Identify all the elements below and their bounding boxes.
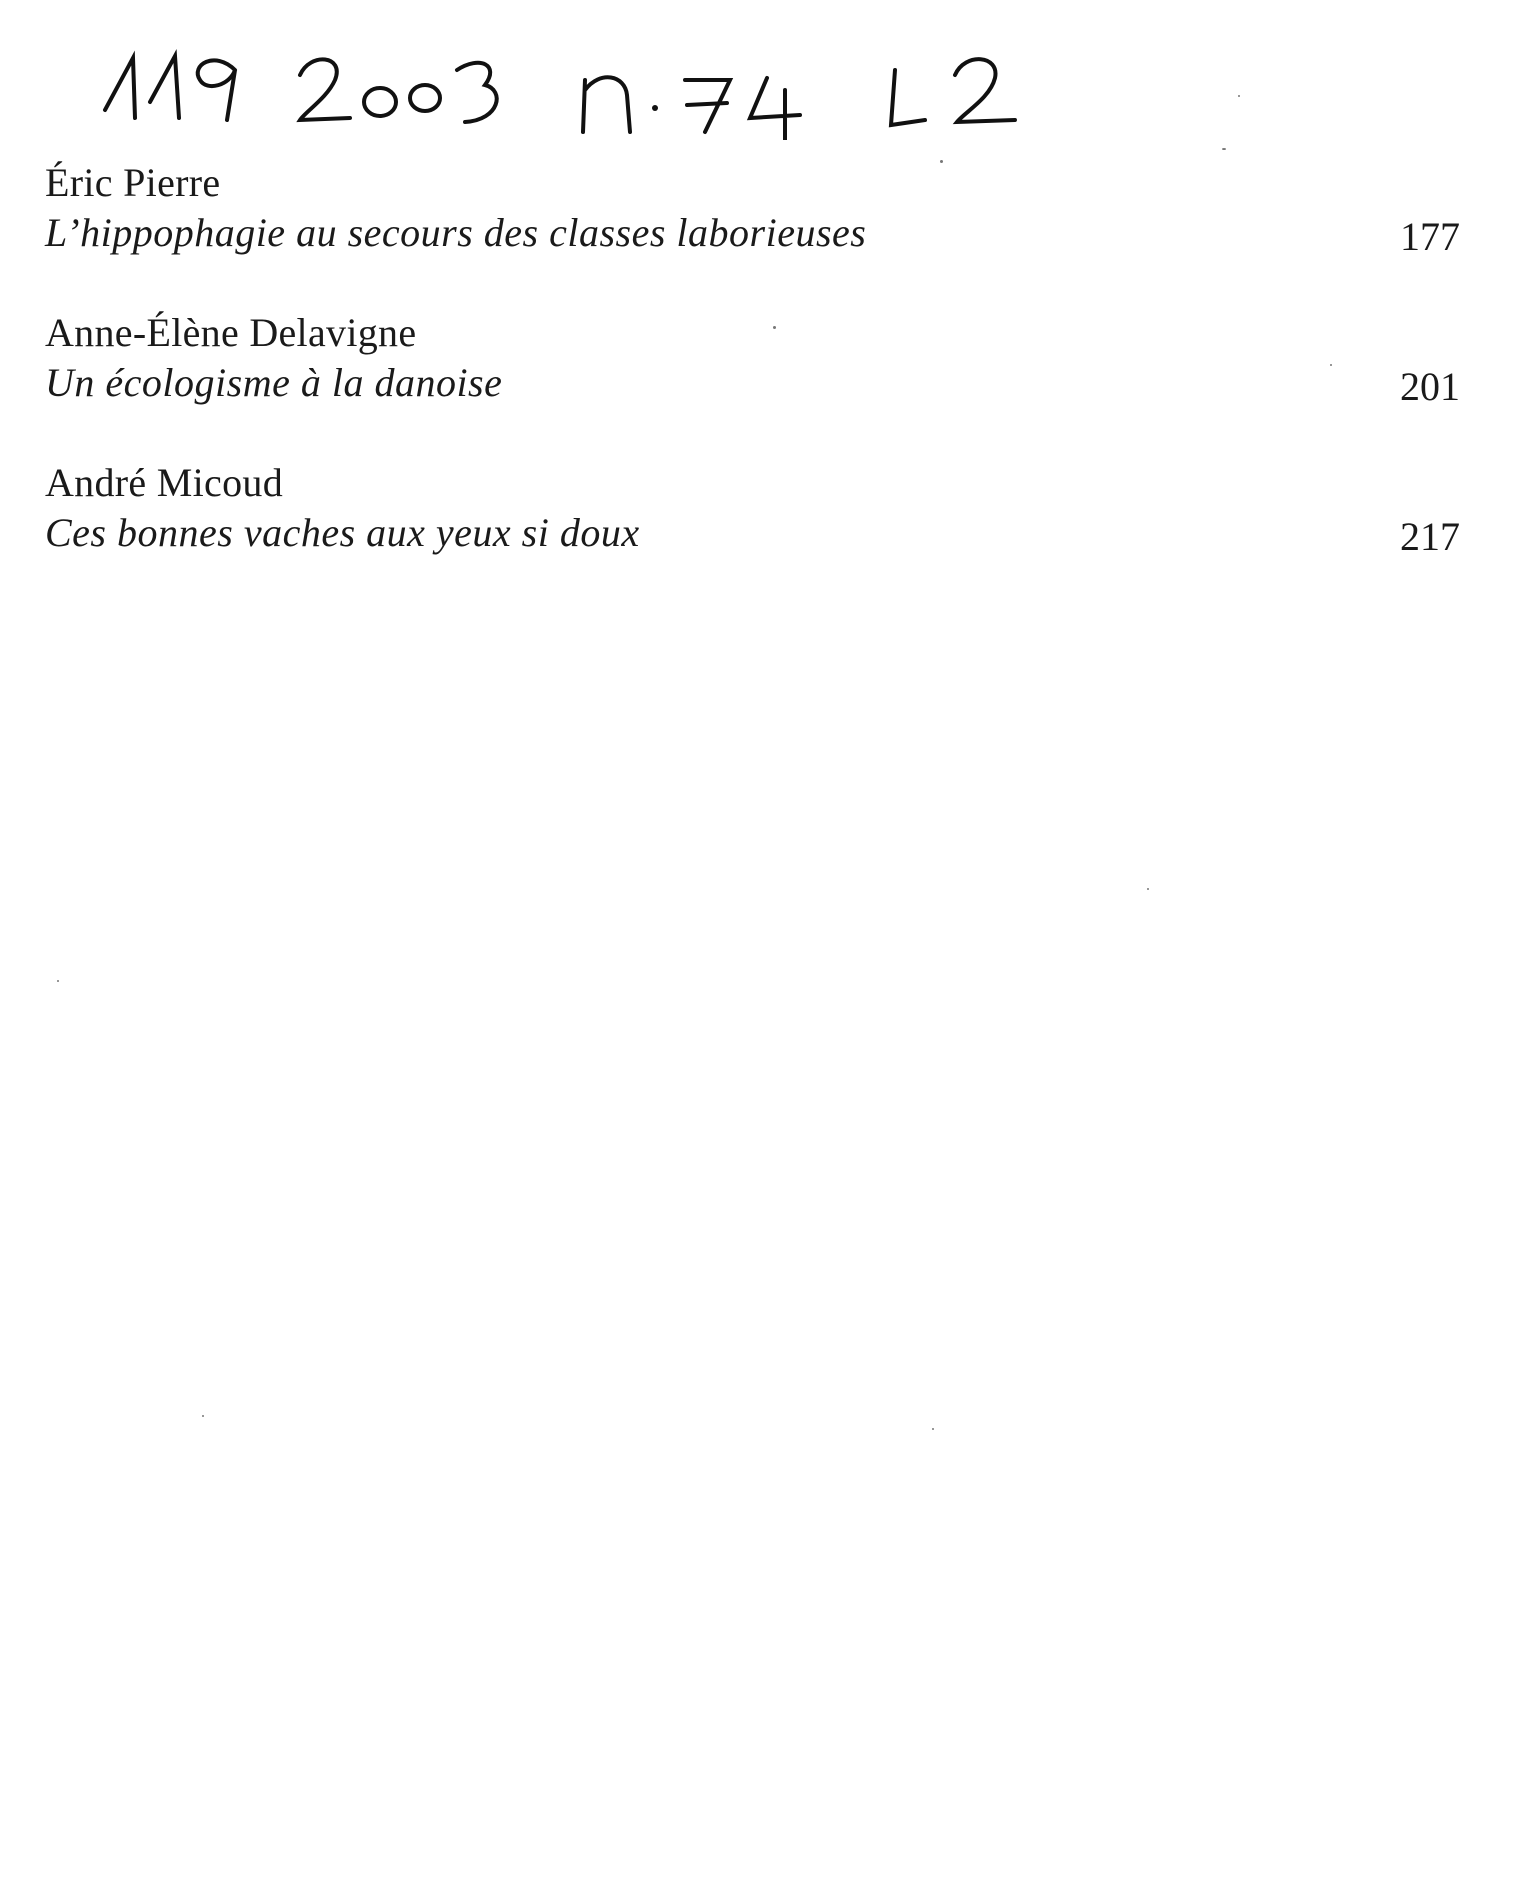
toc-entry	[45, 308, 1460, 410]
entry-title: L’hippophagie au secours des classes laborieuses	[45, 210, 867, 255]
scan-speck	[940, 160, 943, 163]
entry-title: Ces bonnes vaches aux yeux si doux	[45, 510, 640, 555]
handwritten-annotation	[95, 40, 1075, 140]
entry-title-row	[45, 358, 1460, 410]
table-of-contents	[45, 158, 1460, 608]
entry-author: Anne-Élène Delavigne	[45, 310, 417, 355]
scan-speck	[1330, 364, 1332, 366]
entry-page-number: 201	[1400, 364, 1460, 409]
toc-entry	[45, 458, 1460, 560]
entry-author: Éric Pierre	[45, 160, 221, 205]
scan-speck	[202, 1415, 204, 1417]
scan-speck	[1238, 95, 1240, 97]
scan-speck	[57, 980, 59, 982]
scan-speck	[1222, 148, 1226, 150]
scan-speck	[773, 326, 776, 329]
entry-page-number: 177	[1400, 214, 1460, 259]
entry-title-row	[45, 208, 1460, 260]
entry-title: Un écologisme à la danoise	[45, 360, 503, 405]
toc-entry	[45, 158, 1460, 260]
entry-page-number: 217	[1400, 514, 1460, 559]
scan-speck	[932, 1428, 934, 1430]
entry-author: André Micoud	[45, 460, 283, 505]
entry-title-row	[45, 508, 1460, 560]
scan-speck	[1147, 888, 1149, 890]
